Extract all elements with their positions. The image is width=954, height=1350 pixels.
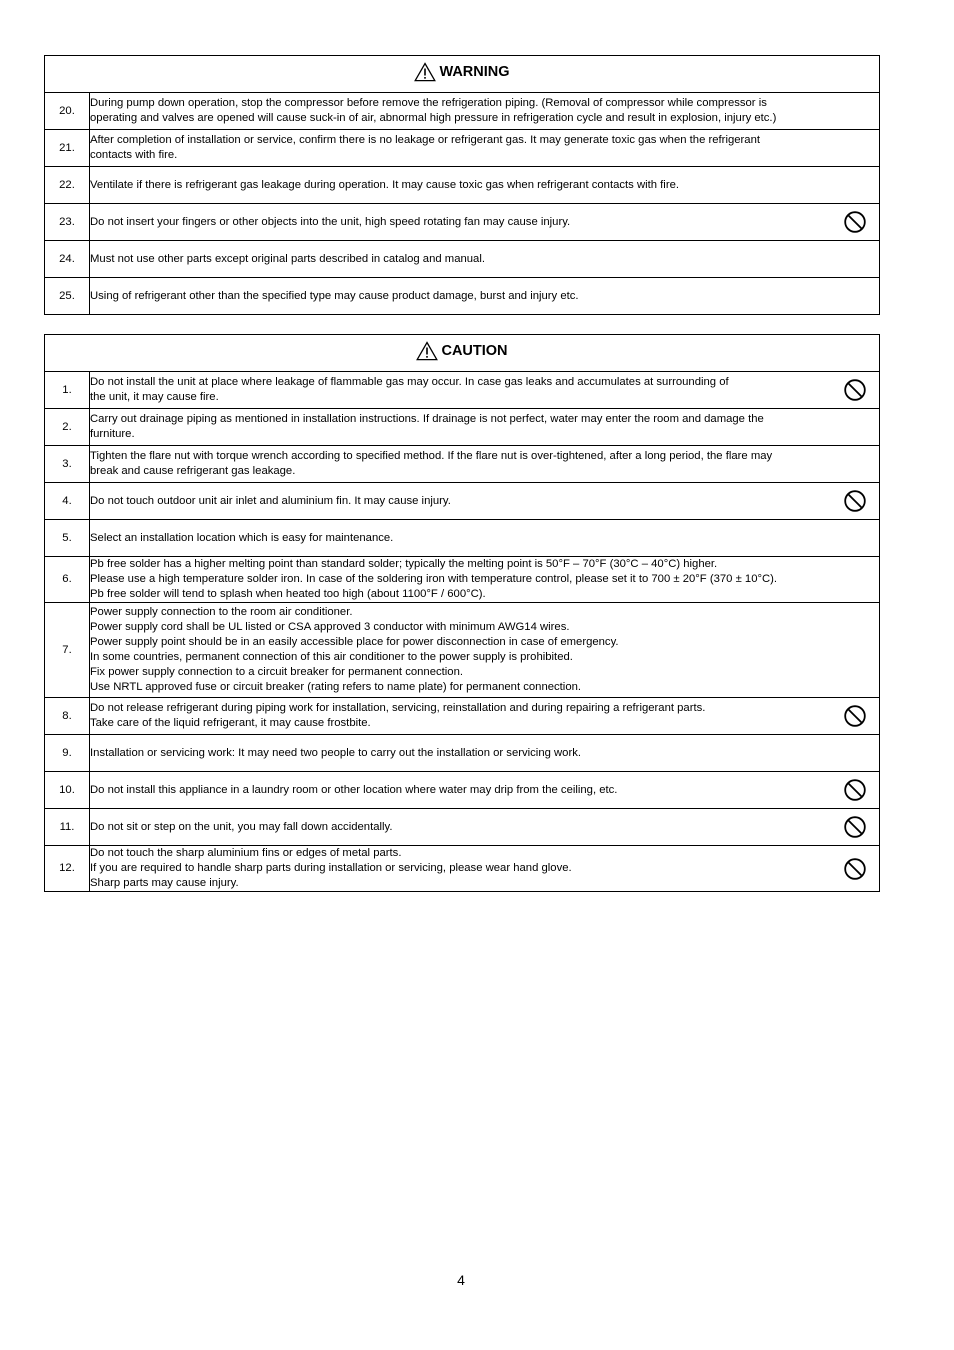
prohibited-icon — [843, 815, 867, 839]
caution-item-row — [45, 409, 880, 446]
caution-title: CAUTION — [441, 342, 508, 359]
item-number: 21. — [45, 130, 90, 167]
item-number: 24. — [45, 241, 90, 278]
caution-item-row — [45, 557, 880, 603]
item-text — [90, 846, 880, 892]
item-text-line: Power supply point should be in an easily accessible place for power disconnection in case of emergency. — [90, 636, 619, 648]
caution-item-row — [45, 846, 880, 892]
item-text — [90, 167, 880, 204]
item-text-line: Fix power supply connection to a circuit breaker for permanent connection. — [90, 666, 463, 678]
item-text — [90, 557, 880, 603]
item-text-line: After completion of installation or service, confirm there is no leakage or refrigerant gas. It may generate toxic gas when the refrigerant — [90, 134, 760, 146]
item-text-line: break and cause refrigerant gas leakage. — [90, 465, 296, 477]
caution-item-row — [45, 520, 880, 557]
caution-item-row — [45, 735, 880, 772]
item-text-line: Pb free solder will tend to splash when heated too high (about 1100°F / 600°C). — [90, 588, 486, 600]
item-number: 8. — [45, 698, 90, 735]
item-text-line: Installation or servicing work: It may need two people to carry out the installation or servicing work. — [90, 746, 582, 759]
warning-item-row — [45, 130, 880, 167]
item-number: 1. — [45, 372, 90, 409]
item-number: 25. — [45, 278, 90, 315]
item-number: 4. — [45, 483, 90, 520]
warning-header-row — [45, 56, 880, 93]
item-text — [90, 603, 880, 698]
caution-table — [44, 334, 880, 892]
caution-header-row — [45, 335, 880, 372]
item-text — [90, 278, 880, 315]
item-text-line: If you are required to handle sharp parts during installation or servicing, please wear hand glove. — [90, 862, 572, 874]
item-text-line: Using of refrigerant other than the specified type may cause product damage, burst and injury etc. — [90, 289, 579, 302]
item-text-line: Do not sit or step on the unit, you may fall down accidentally. — [90, 820, 393, 833]
warning-item-row — [45, 278, 880, 315]
prohibited-icon — [843, 489, 867, 513]
warning-triangle-icon — [414, 62, 436, 82]
item-text-line: Power supply connection to the room air conditioner. — [90, 606, 353, 618]
warning-item-row — [45, 241, 880, 278]
item-text — [90, 772, 880, 809]
prohibited-icon — [843, 210, 867, 234]
warning-item-row — [45, 167, 880, 204]
item-text-line: Please use a high temperature solder iron. In case of the soldering iron with temperature control, please set it to 700 ± 20°F (370 ± 10°C). — [90, 573, 778, 585]
item-number: 5. — [45, 520, 90, 557]
item-number: 7. — [45, 603, 90, 698]
prohibited-icon — [843, 857, 867, 881]
item-number: 3. — [45, 446, 90, 483]
prohibited-icon — [843, 704, 867, 728]
page-number: 4 — [457, 1272, 465, 1288]
caution-item-row — [45, 809, 880, 846]
caution-header — [45, 335, 880, 372]
prohibited-icon — [843, 778, 867, 802]
item-text — [90, 520, 880, 557]
item-text-line: Do not insert your fingers or other objects into the unit, high speed rotating fan may cause injury. — [90, 215, 571, 228]
caution-item-row — [45, 698, 880, 735]
item-number: 11. — [45, 809, 90, 846]
item-number: 6. — [45, 557, 90, 603]
caution-item-row — [45, 372, 880, 409]
item-text — [90, 446, 880, 483]
item-text — [90, 409, 880, 446]
item-text-line: In some countries, permanent connection of this air conditioner to the power supply is prohibited. — [90, 651, 573, 663]
item-text-line: Do not touch the sharp aluminium fins or edges of metal parts. — [90, 847, 402, 859]
item-text-line: During pump down operation, stop the compressor before remove the refrigeration piping. (Removal of compressor while compressor is — [90, 97, 767, 109]
warning-item-row — [45, 93, 880, 130]
item-text-line: Do not install this appliance in a laundry room or other location where water may drip from the ceiling, etc. — [90, 783, 618, 796]
item-text-line: Tighten the flare nut with torque wrench according to specified method. If the flare nut is over-tightened, after a long period, the flare may — [90, 450, 773, 462]
item-number: 23. — [45, 204, 90, 241]
item-number: 20. — [45, 93, 90, 130]
item-text-line: Select an installation location which is easy for maintenance. — [90, 531, 394, 544]
caution-item-row — [45, 603, 880, 698]
item-text — [90, 698, 880, 735]
item-number: 10. — [45, 772, 90, 809]
caution-item-row — [45, 483, 880, 520]
warning-item-row — [45, 204, 880, 241]
caution-item-row — [45, 772, 880, 809]
item-text-line: Power supply cord shall be UL listed or CSA approved 3 conductor with minimum AWG14 wires. — [90, 621, 570, 633]
item-text-line: Carry out drainage piping as mentioned in installation instructions. If drainage is not perfect, water may enter the room and damage the — [90, 413, 764, 425]
item-text — [90, 93, 880, 130]
item-text — [90, 241, 880, 278]
item-text-line: Do not install the unit at place where leakage of flammable gas may occur. In case gas leaks and accumulates at surrounding of — [90, 376, 729, 388]
item-text — [90, 483, 880, 520]
warning-table — [44, 55, 880, 315]
item-text-line: Use NRTL approved fuse or circuit breaker (rating refers to name plate) for permanent connection. — [90, 681, 582, 693]
item-text-line: Take care of the liquid refrigerant, it may cause frostbite. — [90, 717, 371, 729]
item-text-line: furniture. — [90, 428, 135, 440]
item-text — [90, 204, 880, 241]
warning-triangle-icon — [416, 341, 438, 361]
item-number: 2. — [45, 409, 90, 446]
item-text-line: the unit, it may cause fire. — [90, 391, 219, 403]
item-text-line: contacts with fire. — [90, 149, 178, 161]
item-text — [90, 130, 880, 167]
item-text-line: Do not touch outdoor unit air inlet and aluminium fin. It may cause injury. — [90, 494, 451, 507]
item-text-line: Must not use other parts except original parts described in catalog and manual. — [90, 252, 485, 265]
caution-item-row — [45, 446, 880, 483]
warning-title: WARNING — [439, 63, 510, 80]
item-number: 12. — [45, 846, 90, 892]
item-text-line: Do not release refrigerant during piping work for installation, servicing, reinstallation and during repairing a refrigerant parts. — [90, 702, 706, 714]
item-text-line: Pb free solder has a higher melting point than standard solder; typically the melting point is 50°F – 70°F (30°C – 40°C) higher. — [90, 558, 718, 570]
item-text — [90, 735, 880, 772]
item-text-line: Ventilate if there is refrigerant gas leakage during operation. It may cause toxic gas when refrigerant contacts with fire. — [90, 178, 680, 191]
item-text-line: Sharp parts may cause injury. — [90, 877, 239, 889]
item-number: 9. — [45, 735, 90, 772]
item-number: 22. — [45, 167, 90, 204]
warning-header — [45, 56, 880, 93]
item-text — [90, 809, 880, 846]
item-text-line: operating and valves are opened will cause suck-in of air, abnormal high pressure in refrigeration cycle and result in explosion, injury etc.) — [90, 112, 777, 124]
prohibited-icon — [843, 378, 867, 402]
item-text — [90, 372, 880, 409]
